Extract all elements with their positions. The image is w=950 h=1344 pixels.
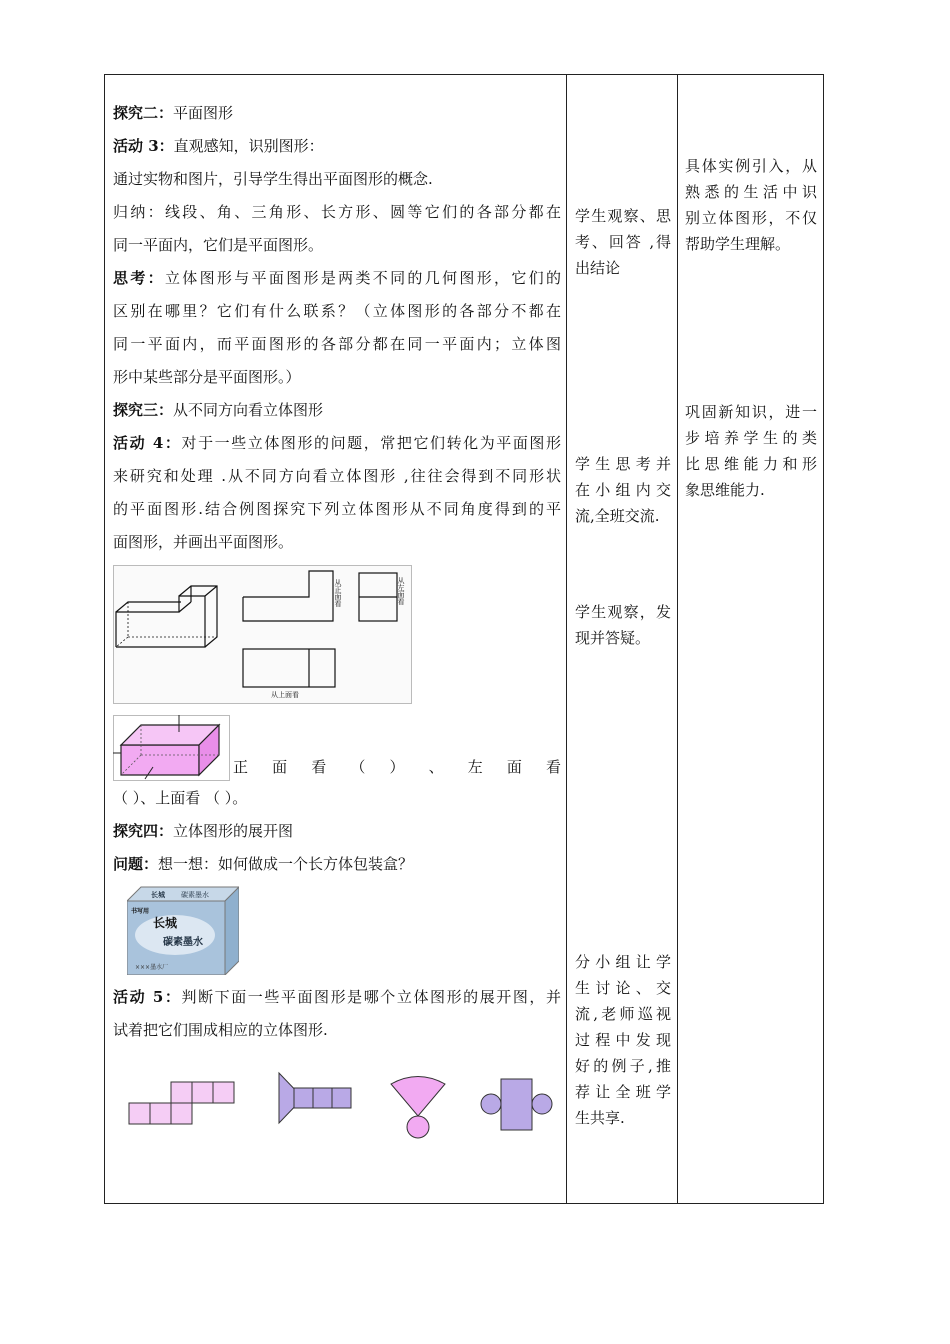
activity-4-line: 面图形，并画出平面图形。 [113,533,294,551]
column-divider [566,75,567,1203]
activity-4-line: 的平面图形.结合例图探究下列立体图形从不同角度得到的平 [113,500,561,518]
activity-5-line: 试着把它们围成相应的立体图形. [113,1021,328,1039]
box-writing-label: 书写用 [131,908,150,915]
summary-line: 同一平面内，它们是平面图形。 [113,236,324,254]
think-line: 区别在哪里？它们有什么联系？（立体图形的各部分不都在 [113,302,561,320]
front-view-label: 从正面看 [334,579,342,607]
teaching-content [113,97,561,1141]
student-activity-3: 学生观察，发 现并答疑。 [575,603,671,647]
activity-5-line: 活动 5：判断下面一些平面图形是哪个立体图形的展开图，并 [113,988,561,1006]
box-lid-product: 碳素墨水 [181,891,209,899]
cuboid-row [113,715,561,781]
box-lid-brand: 长城 [151,890,165,899]
box-maker: ×××墨水厂 [135,964,169,971]
fill-in-line: （ ）、上面看 （ ）。 [113,789,248,807]
question-line: 问题：想一想：如何做成一个长方体包装盒？ [113,855,414,873]
nets-figure [113,1061,553,1141]
design-intent-2: 巩固新知识，进一 步培养学生的类 比思维能力和形 象思维能力. [685,403,817,499]
top-view-label: 从上面看 [271,691,299,699]
box-product: 碳素墨水 [163,937,203,948]
ink-box-image [127,885,239,975]
section-2-heading: 探究二：平面图形 [113,104,234,122]
activity-4-line: 来研究和处理 .从不同方向看立体图形 ,往往会得到不同形状 [113,467,561,485]
student-activity-2: 学 生 思 考 并 在 小 组 内 交 流,全班交流. [575,455,671,525]
design-intent-1: 具体实例引入，从 熟悉的生活中识 别立体图形，不仅 帮助学生理解。 [685,157,817,253]
activity-3-heading: 活动 3：直观感知，识别图形： [113,137,324,155]
pink-cuboid-figure [113,715,230,781]
student-activity-1: 学生观察、思 考、回答 ,得 出结论 [575,207,671,277]
lesson-table [104,74,824,1204]
left-view-label: 从左面看 [397,577,405,605]
column-divider [677,75,678,1203]
think-line: 思考：立体图形与平面图形是两类不同的几何图形，它们的 [113,269,561,287]
activity-3-text: 通过实物和图片，引导学生得出平面图形的概念. [113,170,433,188]
fill-in-line: 正 面 看 （ ） 、 左 面 看 [233,758,561,776]
three-views-figure [113,565,413,705]
box-brand: 长城 [153,916,178,930]
summary-line: 归纳：线段、角、三角形、长方形、圆等它们的各部分都在 [113,203,561,221]
activity-4-line: 活动 4：对于一些立体图形的问题，常把它们转化为平面图形 [113,434,561,452]
section-3-heading: 探究三：从不同方向看立体图形 [113,401,324,419]
think-line: 同一平面内，而平面图形的各部分都在同一平面内；立体图 [113,335,561,353]
section-4-heading: 探究四：立体图形的展开图 [113,822,294,840]
think-line: 形中某些部分是平面图形。） [113,368,301,386]
student-activity-4: 分 小 组 让 学 生 讨 论 、 交 流,老师巡视 过 程 中 发 现 好的例子,推 荐 让 全 班 学 生共享. [575,953,671,1127]
